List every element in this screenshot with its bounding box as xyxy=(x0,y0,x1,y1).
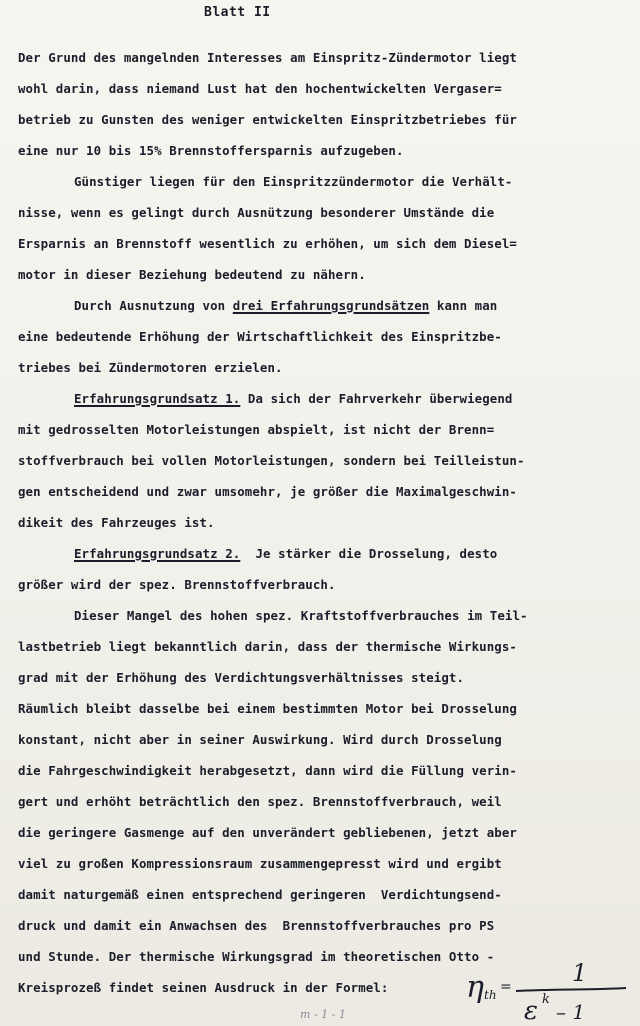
text-line: und Stunde. Der thermische Wirkungsgrad im theoretischen Otto - xyxy=(18,949,495,964)
text-line: betrieb zu Gunsten des weniger entwickelten Einspritzbetriebes für xyxy=(18,112,517,127)
text-line: motor in dieser Beziehung bedeutend zu nähern. xyxy=(18,267,366,282)
text-run: Je stärker die Drosselung, desto xyxy=(240,546,498,561)
text-run: Da sich der Fahrverkehr überwiegend xyxy=(240,391,513,406)
text-run: kann man xyxy=(429,298,498,313)
text-line: triebes bei Zündermotoren erzielen. xyxy=(18,360,283,375)
principle-1-heading: Erfahrungsgrundsatz 1. xyxy=(74,391,241,406)
text-line: eine nur 10 bis 15% Brennstoffersparnis aufzugeben. xyxy=(18,143,404,158)
text-line: stoffverbrauch bei vollen Motorleistungen, sondern bei Teilleistun- xyxy=(18,453,525,468)
fraction-bar xyxy=(516,988,626,991)
text-line: gert und erhöht beträchtlich den spez. Brennstoffverbrauch, weil xyxy=(18,794,502,809)
text-line: größer wird der spez. Brennstoffverbrauch. xyxy=(18,577,336,592)
text-line: dikeit des Fahrzeuges ist. xyxy=(18,515,215,530)
text-line: druck und damit ein Anwachsen des Brennstoffverbrauches pro PS xyxy=(18,918,495,933)
text-line: gen entscheidend und zwar umsomehr, je größer die Maximalgeschwin- xyxy=(18,484,517,499)
text-line: wohl darin, dass niemand Lust hat den hochentwickelten Vergaser= xyxy=(18,81,502,96)
text-line: damit naturgemäß einen entsprechend geringeren Verdichtungsend- xyxy=(18,887,502,902)
formula-eta-subscript: th xyxy=(484,988,497,1002)
text-line: Dieser Mangel des hohen spez. Kraftstoffverbrauches im Teil- xyxy=(74,608,528,623)
formula-equals: = xyxy=(500,979,512,995)
pencil-note: m - 1 - 1 xyxy=(300,1008,346,1021)
text-line: viel zu großen Kompressionsraum zusammengepresst wird und ergibt xyxy=(18,856,502,871)
otto-efficiency-formula xyxy=(464,953,634,1023)
text-line xyxy=(74,297,497,315)
text-line: die Fahrgeschwindigkeit herabgesetzt, dann wird die Füllung verin- xyxy=(18,763,517,778)
text-run: Durch Ausnutzung von xyxy=(74,298,233,313)
underlined-phrase: drei Erfahrungsgrundsätzen xyxy=(232,298,430,313)
text-line: Günstiger liegen für den Einspritzzündermotor die Verhält- xyxy=(74,174,513,189)
sheet-label: Blatt II xyxy=(204,5,271,20)
formula-minus-one: – 1 xyxy=(556,1000,586,1023)
text-line: grad mit der Erhöhung des Verdichtungsverhältnisses steigt. xyxy=(18,670,465,685)
text-line: Kreisprozeß findet seinen Ausdruck in der Formel: xyxy=(18,980,389,995)
text-line xyxy=(74,545,497,563)
text-line: eine bedeutende Erhöhung der Wirtschaftlichkeit des Einspritzbe- xyxy=(18,329,502,344)
text-line: lastbetrieb liegt bekanntlich darin, dass der thermische Wirkungs- xyxy=(18,639,517,654)
text-line xyxy=(74,390,512,408)
formula-epsilon: ε xyxy=(524,996,538,1023)
text-line: nisse, wenn es gelingt durch Ausnützung besonderer Umstände die xyxy=(18,205,495,220)
text-line: Räumlich bleibt dasselbe bei einem bestimmten Motor bei Drosselung xyxy=(18,701,517,716)
formula-eta: η xyxy=(466,970,484,1005)
principle-2-heading: Erfahrungsgrundsatz 2. xyxy=(74,546,241,561)
text-line: Der Grund des mangelnden Interesses am Einspritz-Zündermotor liegt xyxy=(18,50,517,65)
text-line: Ersparnis an Brennstoff wesentlich zu erhöhen, um sich dem Diesel= xyxy=(18,236,517,251)
text-line: mit gedrosselten Motorleistungen abspielt, ist nicht der Brenn= xyxy=(18,422,495,437)
text-line: die geringere Gasmenge auf den unverändert gebliebenen, jetzt aber xyxy=(18,825,517,840)
formula-exponent: k xyxy=(542,992,550,1007)
formula-numerator: 1 xyxy=(572,959,588,987)
text-line: konstant, nicht aber in seiner Auswirkung. Wird durch Drosselung xyxy=(18,732,502,747)
